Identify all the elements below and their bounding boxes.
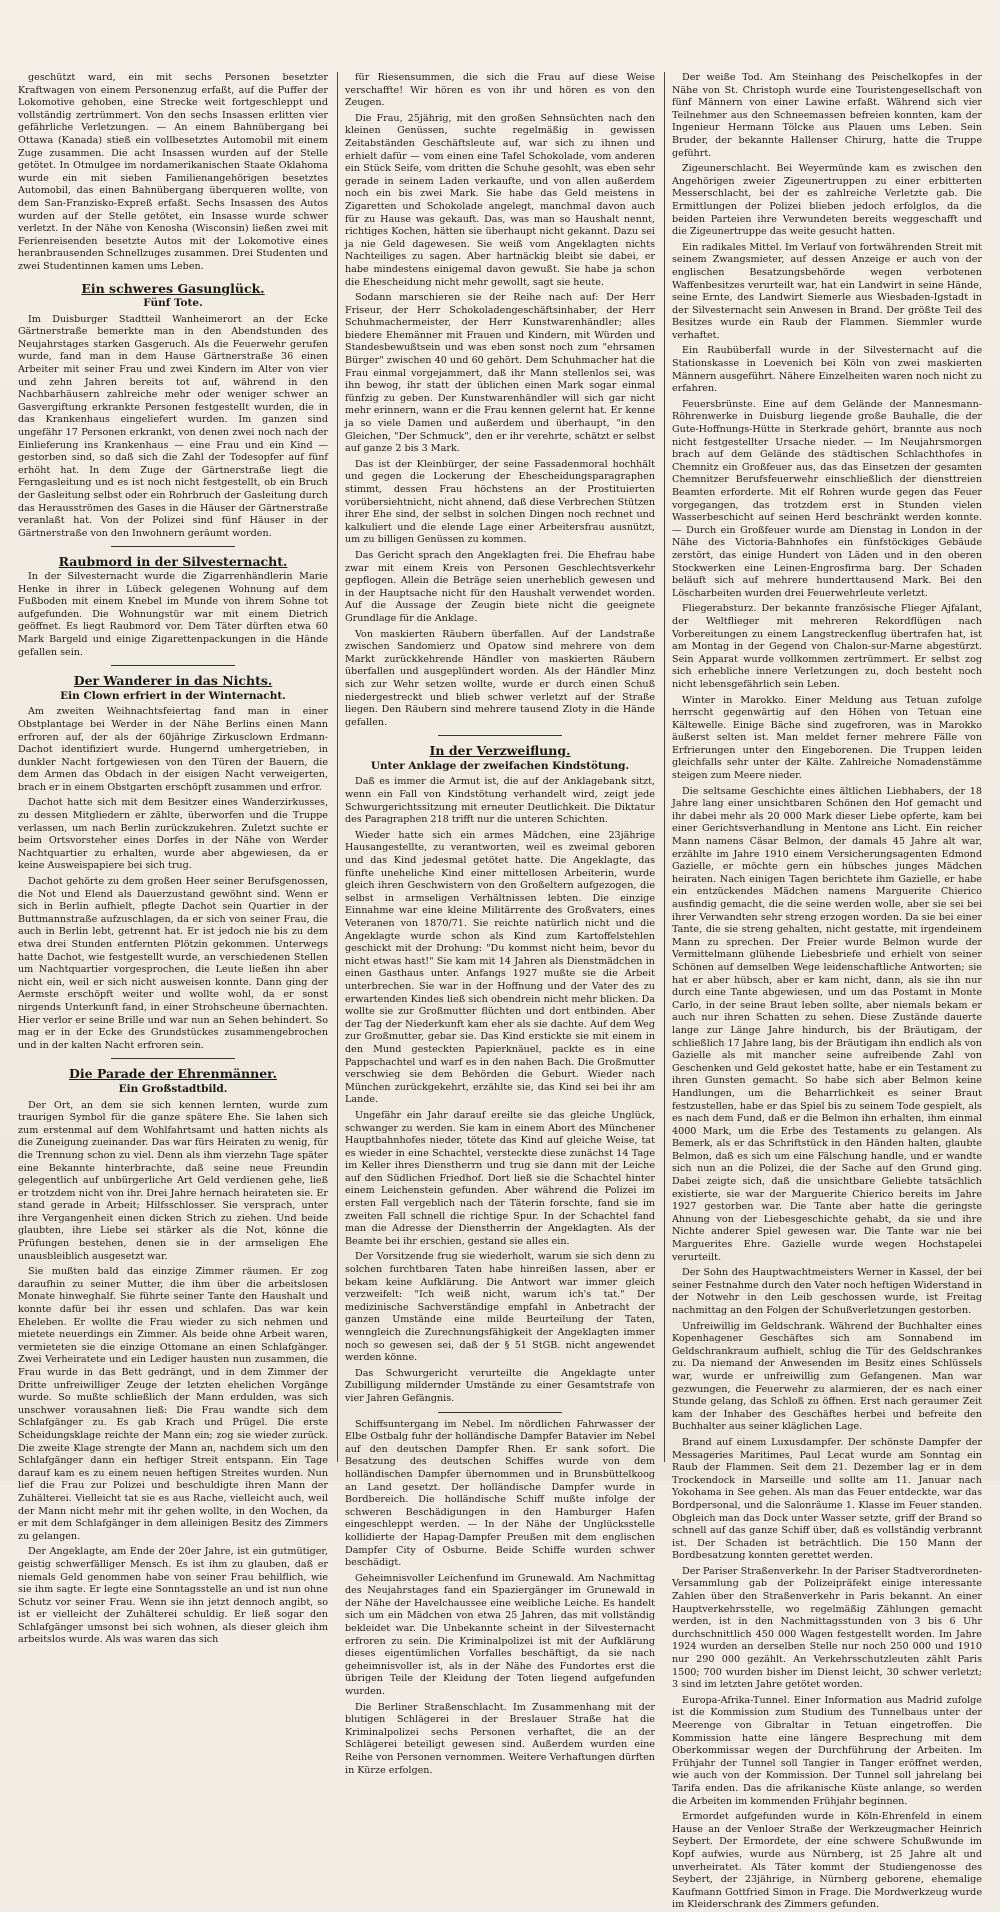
article-text: Das ist der Kleinbürger, der seine Fassadenmoral hochhält und gegen die Lockerung der Ehescheidungsparagraphen stimmt, dessen Frau höchstens an der Prostituierten vorübersiehtnicht, nicht ahnend, daß diese Verbrechen Stützen ihrer Ehe sind, der selbst in solchen Dingen noch rechnet und kalkuliert und die elende Lage einer Arbeitersfrau ausnützt, um zu billigen Genüssen zu kommen.	[345, 458, 655, 546]
article-text: Der Vorsitzende frug sie wiederholt, warum sie sich denn zu solchen furchtbaren Taten habe hinreißen lassen, aber er bekam keine Aufklärung. Die Antwort war immer gleich verzweifelt: "Ich weiß nicht, warum ich's tat." Der medizinische Sachverständige empfahl in Anbetracht der ganzen Umstände eine milde Beurteilung der Taten, wenngleich die Zurechnungsfähigkeit der Angeklagten immer noch so gewesen sei, daß der § 51 StGB. nicht angewendet werden könne.	[345, 1251, 655, 1364]
article-text: geschützt ward, ein mit sechs Personen besetzter Kraftwagen von einem Personenzug erfaßt, auf die Puffer der Lokomotive gehoben, eine Strecke weit fortgeschleppt und vollständig zertrümmert. Von den sechs Insassen erlitten vier gefährliche Verletzungen. — An einem Bahnübergang bei Ottawa (Kanada) stieß ein vollbesetztes Automobil mit einem Zuge zusammen. Die acht Insassen wurden auf der Stelle getötet. In Otmulgee im nordamerikanischen Staate Oklahoma wurde ein mit sieben Familienangehörigen besetztes Automobil, das einen Bahnübergang überqueren wollte, von dem San-Franzisko-Expreß erfaßt. Sechs Insassen des Autos wurden auf der Stelle getötet, ein Insasse wurde schwer verletzt. In der Nähe von Kenosha (Wisconsin) ließen zwei mit Ferienreisenden besetzte Autos mit der Lokomotive eines heranbrausenden Schnellzuges zusammen. Drei Studenten und zwei Studentinnen kamen ums Leben.	[18, 72, 328, 272]
article-text: Unfreiwillig im Geldschrank. Während der Buchhalter eines Kopenhagener Geschäftes sich am Sonnabend im Geldschrankraum aufhielt, schlug die Tür des Geldschrankes zu. Da niemand der Anwesenden im Besitz eines Schlüssels war, wurde er unfreiwillig zum Gefangenen. Man war gezwungen, die Feuerwehr zu alarmieren, der es nach einer Stunde gelang, das Schloß zu öffnen. Erst nach geraumer Zeit kam der Inhaber des Geschäftes herbei und befreite den Buchhalter aus seiner kläglichen Lage.	[672, 1320, 982, 1433]
article-text: Ein Raubüberfall wurde in der Silvesternacht auf die Stationskasse in Loevenich bei Köln von zwei maskierten Männern ausgeführt. Nähere Einzelheiten waren noch nicht zu erfahren.	[672, 345, 982, 395]
article-text: Ein radikales Mittel. Im Verlauf von fortwährenden Streit mit seinem Zwangsmieter, auf dessen Anzeige er auch von der englischen Besatzungsbehörde wegen verbotenen Waffenbesitzes verurteilt war, hat ein Landwirt in seine Hände, seine Ernte, des Landwirt Siemerle aus Wiesbaden-Igstadt in der Silvesternacht sein Anwesen in Brand. Der größte Teil des Besitzes wurde ein Raub der Flammen. Siemmler wurde verhaftet.	[672, 241, 982, 341]
article-text: Geheimnisvoller Leichenfund im Grunewald. Am Nachmittag des Neujahrstages fand ein Spaziergänger im Grunewald in der Nähe der Havelchaussee eine weibliche Leiche. Es handelt sich um ein Mädchen von etwa 25 Jahren, das mit vollständig bekleidet war. Die Unbekannte scheint in der Silvesternacht erfroren zu sein. Die Kriminalpolizei ist mit der Aufklärung dieses eigentümlichen Vorfalles beschäftigt, da sie nach geheimnisvoller ist, als in der Nähe des Fundortes erst die übrigen Teile der Kleidung der Toten liegend aufgefunden wurden.	[345, 1572, 655, 1698]
article-text: Am zweiten Weihnachtsfeiertag fand man in einer Obstplantage bei Werder in der Nähe Berlins einen Mann erfroren auf, der als der 60jährige Zirkusclown Erdmann-Dachot identifiziert wurde. Hungernd umhergetrieben, in dunkler Nacht fortgewiesen von den Türen der Bauern, die dem Armen das Obdach in der eisigen Nacht verweigerten, brach er in einem Obstgarten erschöpft zusammen und erfror.	[18, 706, 328, 793]
headline-parade: Die Parade der Ehrenmänner.	[69, 1066, 277, 1082]
article-text: Ungefähr ein Jahr darauf ereilte sie das gleiche Unglück, schwanger zu werden. Sie kam in einem Abort des Münchener Hauptbahnhofes nieder, tötete das Kind auf gleiche Weise, tat es wieder in eine Schachtel, versteckte diese zunächst 14 Tage im Keller ihres Dienstherrn und trug sie dann mit der Leiche auf den Südlichen Friedhof. Dort ließ sie die Schachtel hinter einem Leichenstein gefunden. Aber während die Polizei im ersten Fall vergeblich nach der Täterin forschte, fand sie im zweiten Fall schnell die richtige Spur. In der Schachtel fand man die Adresse der Dienstherrin der Angeklagten. Als der Beamte bei ihr erschien, gestand sie alles ein.	[345, 1109, 655, 1247]
divider	[111, 546, 235, 547]
column-left	[18, 72, 328, 1646]
headline-wanderer: Der Wanderer in das Nichts.	[73, 673, 273, 689]
article-text: Der Angeklagte, am Ende der 20er Jahre, ist ein gutmütiger, geistig schwerfälliger Mensch. Es ist ihm zu glauben, daß er niemals Geld genommen habe von seiner Frau behilflich, wie sie ihm sagte. Er legte eine Sonntagsstelle an und ist nun ohne Schutz vor seiner Frau. Wenn sie ihn jetzt dennoch angibt, so ist er vielleicht der Zuhälterei schuldig. Er ließ sogar den Schlafgänger umsonst bei sich wohnen, als dieser gleich ihm arbeitslos wurde. Als was waren das sich	[18, 1546, 328, 1646]
divider	[438, 1412, 562, 1413]
divider	[438, 735, 562, 736]
subheadline: Unter Anklage der zweifachen Kindstötung.	[370, 759, 630, 772]
article-text: Der Pariser Straßenverkehr. In der Pariser Stadtverordneten-Versammlung gab der Polizeipräfekt einige interessante Zahlen über den Straßenverkehr in Paris bekannt. An einer Hauptverkehrsstelle, wo regelmäßig Zählungen gemacht werden, ist in den Nachmittagsstunden von 3 bis 6 Uhr durchschnittlich 450 000 Wagen festgestellt worden. Im Jahre 1924 wurden an derselben Stelle nur noch 250 000 und 1910 nur 290 000 gezählt. An Verkehrsschutzleuten zählt Paris 1500; 700 wurden bisher im Dienst leicht, 30 schwer verletzt; 3 sind im letzten Jahre getötet worden.	[672, 1565, 982, 1691]
article-text: Zigeunerschlacht. Bei Weyermünde kam es zwischen den Angehörigen zweier Zigeunertruppen zu einer erbitterten Messerschlacht, bei der es zahlreiche Verletzte gab. Die Ermittlungen der Polizei blieben jedoch erfolglos, da die beiden Parteien ihre Verwundeten bereits weggeschafft und die Zigeunertruppe das weite gesucht hatten.	[672, 163, 982, 238]
article-text: Sodann marschieren sie der Reihe nach auf: Der Herr Friseur, der Herr Schokoladengeschäftsinhaber, der Herr Schuhmachermeister, der Herr Kunstwarenhändler; alles biedere Ehemänner mit Frauen und Kindern, mit Würden und Standesbewußtsein und was eben sonst noch zum "ehrsamen Bürger" zwischen 40 und 60 gehört. Dem Schuhmacher hat die Frau einmal vorgejammert, daß ihr Mann stellenlos sei, was ihn bewog, ihr statt der üblichen einen Mark sogar einmal fünfzig zu geben. Der Kunstwarenhändler will sich gar nicht mehr erinnern, wann er die Frau kennen gelernt hat. Er kenne ja so viele Damen und außerdem und überhaupt, "in den Gleichen, "Der Schmuck", den er ihr verehrte, schätzt er selbst auf ganze 2 bis 3 Mark.	[345, 292, 655, 455]
subheadline: Ein Großstadtbild.	[118, 1082, 228, 1095]
article-text: Dachot hatte sich mit dem Besitzer eines Wanderzirkusses, zu dessen Mitgliedern er zählte, überworfen und die Truppe verlassen, um nach Berlin zurückzukehren. Zuletzt suchte er beim Ortsvorsteher eines Dorfes in der Nähe von Werder Nachtquartier zu erhalten, wurde aber abgewiesen, da er keine Ausweispapiere bei sich trug.	[18, 797, 328, 872]
divider	[111, 665, 235, 666]
article-text: Das Gericht sprach den Angeklagten frei. Die Ehefrau habe zwar mit einem Kreis von Personen Geschlechtsverkehr gepflogen. Allein die Beträge seien unerheblich gewesen und in der Hauptsache nicht für den Haushalt verwendet worden. Auf die Aussage der Zeugin biete nicht die geeignete Grundlage für die Anklage.	[345, 549, 655, 624]
subheadline: Fünf Tote.	[143, 297, 203, 310]
article-text: Winter in Marokko. Einer Meldung aus Tetuan zufolge herrscht gegenwärtig auf den Höhen von Tetuan eine Kältewelle. Einige Bäche sind zugefroren, was in Marokko äußerst selten ist. Man meldet ferner mehrere Fälle von Erfrierungen unter den Eingeborenen. Die Truppen leiden gleichfalls sehr unter der Kälte. Zahlreiche Nomadenstämme steigen zum Meere nieder.	[672, 694, 982, 782]
article-text: Die seltsame Geschichte eines ältlichen Liebhabers, der 18 Jahre lang einer unsichtbaren Schönen den Hof gemacht und ihr dabei mehr als 20 000 Mark dieser Liebe opferte, kam bei einer Gerichtsverhandlung in Mentone ans Licht. Ein reicher Mann namens Cäsar Belmon, der damals 45 Jahre alt war, erzählte im Jahre 1910 einem Versicherungsagenten Edmond Gazielle, er möchte gern ein hübsches junges Mädchen heiraten. Nach einigen Tagen berichtete ihm Gazielle, er habe ein entzückendes Mädchen namens Marguerite Chierico ausfindig gemacht, die die seine werden wolle, aber sie sei bei ihrer Verwandten sehr streng erzogen worden. Da sie bei einer Tante, die sie streng gehalten, nicht gestatte, mit irgendeinem Mann zu sprechen. Der Freier wurde Belmon wurde der Vermittelmann glühende Liebesbriefe und erhielt von seiner Schönen auf demselben Wege leidenschaftliche Antworten; sie hat er aber hübsch, aber er kam nicht, dann, als sie ihn nur durch eine Tante abgewiesen, und um das Postamt in Monte Carlo, in der seine Braut leben sollte, aber niemals bekam er auch nur ihren Schatten zu sehen. Diese Zustände dauerte lange zur Länge Jahre hindurch, bis der Bräutigam, der schließlich 17 Jahre lang, bis der Bräutigam ihn endlich als von Gazielle als mit mancher seine aufreibende Zahl von Geschenken und Geld gekostet hatte, habe er ein Testament zu ihren Gunsten gemacht. So habe sich aber Belmon keine Handlungen, um die Beharrlichkeit es seiner Braut festzustellen, habe er das Spiel bis zu seinem Tode gespielt, als es nach dem Fund, daß er die Belmon ihn erhalten, ihm einmal 4000 Mark, um die Erbe des Testaments zu gelangen. Als Bemerk, als er das Schriftstück in den Händen halten, glaubte Belmon, daß es sich um eine Fälschung handle, und er wandte sich nun an die Polizei, die der Sache auf den Grund ging. Dabei zeigte sich, daß die unsichtbare Geliebte tatsächlich existierte, sie war der Marguerite Chierico bereits im Jahre 1927 gestorben war. Die Tante aber hatte die geringste Ahnung von der Liebesgeschichte gehabt, da sie und ihre Nichte anderer Spiel gewesen war. Die Tante war nie bei Marguerites Ehre. Gazielle wurde wegen Hochstapelei verurteilt.	[672, 785, 982, 1263]
article-text: Wieder hatte sich ein armes Mädchen, eine 23jährige Hausangestellte, zu verantworten, weil es zweimal geboren und das Kind jedesmal getötet hatte. Die Angeklagte, das fünfte uneheliche Kind einer mittellosen Arbeiterin, wurde gleich ihren Geschwistern von den Großeltern aufgezogen, die selbst in armseligen Verhältnissen lebten. Die einzige Einnahme war eine kleine Militärrente des Großvaters, eines Veteranen von 1870/71. Sie reichte natürlich nicht und die Angeklagte wurde schon als Kind zum Kartoffelstehlen geschickt mit der Drohung: "Du kommst nicht heim, bevor du nicht etwas hast!" Sie kam mit 14 Jahren als Dienstmädchen in einen Gasthaus unter. Anfangs 1927 mußte sie die Arbeit unterbrechen. Sie war in der Hoffnung und der Vater des zu erwartenden Kindes ließ sich obendrein nicht mehr blicken. Da wollte sie zur Großmutter flüchten und dort entbinden. Aber der Tag der Niederkunft kam eher als sie dachte. Auf dem Weg zur Großmutter, gebar sie. Das Kind erstickte sie mit einem in den Mund gesteckten Papierknäuel, packte es in eine Pappschachtel und warf es in den nahen Bach. Die Großmutter verschwieg sie dem Behörden die Geburt. Wieder nach München zurückgekehrt, erzählte sie, das Kind sei bei ihr am Lande.	[345, 829, 655, 1106]
column-middle	[345, 72, 655, 1776]
headline-verzweiflung: In der Verzweiflung.	[429, 743, 571, 759]
article-text: Der Ort, an dem sie sich kennen lernten, wurde zum traurigen Symbol für die ganze spätere Ehe. Sie lahen sich zum erstenmal auf dem Wohlfahrtsamt und hatten nichts als die Zuneigung zueinander. Das war fürs Heiraten zu wenig, für die Trennung schon zu viel. Denn als ihm vierzehn Tage später eine Bekannte hinterbrachte, daß seine neue Freundin gelegentlich auf unbürgerliche Art Geld verdienen gehe, ließ er trotzdem nicht von ihr. Drei Jahre hernach heirateten sie. Er stand gerade in Arbeit; Hilfsschlosser. Sie versprach, unter ihre Vergangenheit einen dicken Strich zu ziehen. Und beide glaubten, ihre Liebe sei stärker als die Not, könne die Prüfungen bestehen, denen sie in der armseligen Ehe unausbleiblich ausgesetzt war.	[18, 1099, 328, 1262]
article-text: Schiffsuntergang im Nebel. Im nördlichen Fahrwasser der Elbe Ostbalg fuhr der holländische Dampfer Batavier im Nebel auf den deutschen Dampfer Rhen. Er sank sofort. Die Besatzung des deutschen Schiffes wurde von dem holländischen Dampfer übernommen und in Brunsbüttelkoog an Land gesetzt. Der holländische Dampfer wurde in Bordbereich. Die holländische Schiff mußte infolge der schweren Beschädigungen in den Hamburger Hafen eingeschleppt werden. — In der Nähe der Unglücksstelle kollidierte der Hapag-Dampfer Preußen mit dem englischen Dampfer City of Osburne. Beide Schiffe wurden schwer beschädigt.	[345, 1418, 655, 1569]
column-rule	[664, 72, 665, 1462]
article-text: Die Frau, 25jährig, mit den großen Sehnsüchten nach den kleinen Genüssen, suchte regelmäßig in gewissen Zeitabständen Geschäftsleute auf, war sich zu ihnen und erhielt dafür — vom einen eine Tafel Schokolade, vom anderen ein Stück Seife, vom dritten die Schuhe gesohlt, was eben sehr gerade in seinem Laden verkaufte, und von allen außerdem noch ein bis zwei Mark. Sie habe das Geld meistens in Zigaretten und Schokolade angelegt, manchmal davon auch für zu Hause was gekauft. Das, was man so Haushalt nennt, richtiges Kochen, hätten sie überhaupt nicht gekannt. Dazu sei ja nie Geld dagewesen. Sie weiß vom Angeklagten nichts Nachteiliges zu sagen. Aber hartnäckig bleibt sie dabei, er habe mindestens einigemal davon gewußt. Sie habe ja schon die Ehescheidung nicht mehr gewollt, sagt sie heute.	[345, 112, 655, 288]
article-text: Die Berliner Straßenschlacht. Im Zusammenhang mit der blutigen Schlägerei in der Breslauer Straße hat die Kriminalpolizei sechs Personen verhaftet, die an der Schlägerei beteiligt gewesen sind. Außerdem wurden eine Reihe von Personen vernommen. Weitere Verhaftungen dürften in Kürze erfolgen.	[345, 1701, 655, 1776]
article-text: Europa-Afrika-Tunnel. Einer Information aus Madrid zufolge ist die Kommission zum Studium des Tunnelbaus unter der Meerenge von Gibraltar in Tetuan eingetroffen. Die Kommission hatte eine längere Besprechung mit dem Oberkommissar wegen der Durchführung der Arbeiten. Im Frühjahr der Tunnel soll Tangier in Tanger eröffnet werden, wie auch von der Kommission. Der Tunnel soll jahrelang bei Tarifa enden. Das die afrikanische Küste anlange, so werden die Arbeiten im kommenden Frühjahr beginnen.	[672, 1694, 982, 1807]
column-rule	[337, 72, 338, 1462]
headline-gasunglueck: Ein schweres Gasunglück.	[81, 280, 265, 296]
article-text: Ermordet aufgefunden wurde in Köln-Ehrenfeld in einem Hause an der Venloer Straße der Werkzeugmacher Heinrich Seybert. Der Ermordete, der eine schwere Schußwunde im Kopf aufwies, wurde aus Nürnberg, ist 25 Jahre alt und unverheiratet. Als Täter kommt der Studiengenosse des Seybert, der 23jährige, in Nürnberg geborene, ehemalige Kaufmann Gottfried Simon in Frage. Die Mordwerkzeug wurde im Kleiderschrank des Zimmers gefunden.	[672, 1811, 982, 1911]
divider	[111, 1058, 235, 1059]
article-text: Der Sohn des Hauptwachtmeisters Werner in Kassel, der bei seiner Festnahme durch den Vater noch heftigen Widerstand in der Notwehr in den Leib geschossen wurde, ist Freitag nachmittag an den Folgen der Schußverletzungen gestorben.	[672, 1267, 982, 1316]
subheadline: Ein Clown erfriert in der Winternacht.	[60, 689, 286, 702]
article-text: Dachot gehörte zu dem großen Heer seiner Berufsgenossen, die Not und Elend als Dauerzustand gewöhnt sind. Wenn er sich in Berlin aufhielt, pflegte Dachot sein Quartier in der Buttmannstraße aufzuschlagen, da er sich von seiner Frau, die auch in Berlin lebt, getrennt hat. Er ist jedoch nie bis zu dem etwa drei Stunden entfernten Plötzin gekommen. Unterwegs hatte Dachot, wie festgestellt wurde, an verschiedenen Stellen um Nachtquartier vorgesprochen, die Leute ließen ihn aber nicht ein, weil er sich nicht ausweisen konnte. Dann ging der Aermste erschöpft weiter und wollte wohl, da er sonst nirgends Unterkunft fand, in einer Strohscheune übernachten. Hier verlor er seine Brille und war nun an Sehen behindert. So mag er in der Ecke des Grundstückes zusammengebrochen und in der kalten Nacht erfroren sein.	[18, 876, 328, 1051]
article-text: Brand auf einem Luxusdampfer. Der schönste Dampfer der Messageries Maritimes, Paul Lecat wurde am Sonntag ein Raub der Flammen. Seit dem 21. Dezember lag er in dem Trockendock in Marseille und sollte am 11. Januar nach Yokohama in See gehen. Als man das Feuer entdeckte, war das Bordpersonal, und die Salonräume 1. Klasse im Feuer standen. Obgleich man das Dock unter Wasser setzte, griff der Brand so schnell auf das ganze Schiff über, daß es vollständig verbrannt ist. Der Schaden ist beträchtlich. Die 150 Mann der Bordbesatzung konnten gerettet werden.	[672, 1436, 982, 1562]
article-text: Sie mußten bald das einzige Zimmer räumen. Er zog daraufhin zu seiner Mutter, die ihm über die arbeitslosen Monate hinweghalf. Sie führte seiner Tante den Haushalt und konnte dafür bei ihr essen und schlafen. Das war kein Eheleben. Er wollte die Frau wieder zu sich nehmen und mietete neuerdings ein Zimmer. Als beide ohne Arbeit waren, vermieteten sie die einzige Ottomane an einen Schlafgänger. Zwei Verheiratete und ein Lediger hausten nun zusammen, die Frau wurde in das Bett gedrängt, und in dem Zimmer der Dritte unfreiwilliger Zeuge der letzten ehelichen Vorgänge wurde. So mußte schließlich der Mann erdulden, was sich unschwer vorausahnen ließ: Die Frau wandte sich dem Schlafgänger zu. Es gab Krach und Prügel. Die erste Scheidungsklage reichte der Mann ein; zog sie wieder zurück. Die zweite Klage strengte der Mann an, nachdem sich um den Schlafgänger dann ein heftiger Streit entspann. Ein Tage darauf kam es zu einem neuen heftigen Streites wurden. Nun lief die Frau zur Polizei und beschuldigte ihren Mann der Zuhälterei. Vielleicht tat sie es aus Rache, vielleicht auch, weil der Mann nicht mehr mit ihr gehen wollte, in den Wochen, da er mit dem Schlafgänger in dem alleinigen Besitz des Zimmers zu gelangen.	[18, 1266, 328, 1542]
article-text: Im Duisburger Stadtteil Wanheimerort an der Ecke Gärtnerstraße bemerkte man in den Abendstunden des Neujahrstages starken Gasgeruch. Als die Feuerwehr gerufen wurde, fand man in dem Hause Gärtnerstraße 36 einen Arbeiter mit seiner Frau und zwei Kindern im Alter von vier und zehn Jahren bereits tot auf, während in den Nachbarhäusern zahlreiche mehr oder weniger schwer an Gasvergiftung erkrankte Personen festgestellt wurden, die in das Krankenhaus eingeliefert wurden. Im ganzen sind ungefähr 17 Personen erkrankt, von denen zwei noch nach der Einlieferung ins Krankenhaus — eine Frau und ein Kind — gestorben sind, so daß sich die Zahl der Todesopfer auf fünf erhöht hat. In dem Zuge der Gärtnerstraße liegt die Ferngasleitung und es ist noch nicht festgestellt, ob ein Bruch der Gasleitung selbst oder ein Rohrbruch der Gasleitung durch das Herausströmen des Gases in die Häuser der Gärtnerstraße veranlaßt hat. Von der Polizei sind fünf Häuser in der Gärtnerstraße von den Inwohnern geräumt worden.	[18, 313, 328, 539]
article-text: Das Schwurgericht verurteilte die Angeklagte unter Zubilligung mildernder Umstände zu einer Gesamtstrafe von vier Jahren Gefängnis.	[345, 1367, 655, 1404]
article-text: In der Silvesternacht wurde die Zigarrenhändlerin Marie Henke in ihrer in Lübeck gelegenen Wohnung auf dem Fußboden mit einem Knebel im Munde von ihrem Sohne tot aufgefunden. Die Wohnungstür war mit einem Dietrich geöffnet. Es liegt Raubmord vor. Dem Täter dürften etwa 60 Mark Bargeld und einige Zigarettenpackungen in die Hände gefallen sein.	[18, 570, 328, 658]
column-right	[672, 72, 982, 1911]
article-text: Fliegerabsturz. Der bekannte französische Flieger Ajfalant, der Weltflieger mit mehreren Rekordflügen nach Vorbereitungen zu einem Langstreckenflug übertrafen hat, ist am Montag in der Gegend von Chalon-sur-Marne abgestürzt. Sein Apparat wurde vollkommen zertrümmert. Er selbst zog sich erhebliche innere Verletzungen zu, doch besteht noch nicht lebensgefährlich sein Leben.	[672, 603, 982, 690]
article-text: Feuersbrünste. Eine auf dem Gelände der Mannesmann-Röhrenwerke in Duisburg liegende große Bauhalle, die der Gute-Hoffnungs-Hütte in Sterkrade gehört, brannte aus noch nicht festgestellter Ursache nieder. — Im Neujahrsmorgen brach auf dem Gelände des städtischen Schlachthofes in Chemnitz ein Großfeuer aus, das das Einsetzen der gesamten Chemnitzer Berufsfeuerwehr einschließlich der diensttreien Beamten erforderte. Mit elf Rohren wurde gegen das Feuer vorgegangen, das trotzdem erst in Stunden vielen Wasserbeschicht auf seinen Herd beschränkt werden konnte. — Durch ein Großfeuer wurde am Dienstag in London in der Nähe des Victoria-Bahnhofes ein fünfstöckiges Gebäude zerstört, das einige Hundert von Läden und in den oberen Stockwerken eine Leinen-Engrosfirma barg. Der Schaden beläuft sich auf mehrere hunderttausend Mark. Bei den Löscharbeiten wurden drei Feuerwehrleute verletzt.	[672, 398, 982, 599]
article-text: Daß es immer die Armut ist, die auf der Anklagebank sitzt, wenn ein Fall von Kindstötung verhandelt wird, zeigt jede Schwurgerichtssitzung mit erneuter Deutlichkeit. Die Diktatur des Paragraphen 218 trifft nur die unteren Schichten.	[345, 776, 655, 826]
article-text: Von maskierten Räubern überfallen. Auf der Landstraße zwischen Sandomierz und Opatow sind mehrere von dem Markt zurückkehrende Händler von maskierten Räubern überfallen und ausgeplündert worden. Als der Händler Minz sich zur Wehr setzen wollte, wurde er durch einen Schuß niedergestreckt und blieb schwer verletzt auf der Straße liegen. Den Räubern sind mehrere tausend Zloty in die Hände gefallen.	[345, 628, 655, 728]
article-text: für Riesensummen, die sich die Frau auf diese Weise verschaffte! Wir hören es von ihr und hören es von den Zeugen.	[345, 72, 655, 109]
article-text: Der weiße Tod. Am Steinhang des Peischelkopfes in der Nähe von St. Christoph wurde eine Touristengesellschaft von fünf Männern von einer Lawine erfaßt. Während sich vier Teilnehmer aus den Schneemassen befreien konnten, kam der Ingenieur Hermann Tölcke aus Plauen ums Leben. Sein Bruder, der bekannte Hallenser Chirurg, hatte die Truppe geführt.	[672, 72, 982, 159]
headline-raubmord: Raubmord in der Silvesternacht.	[58, 554, 288, 570]
